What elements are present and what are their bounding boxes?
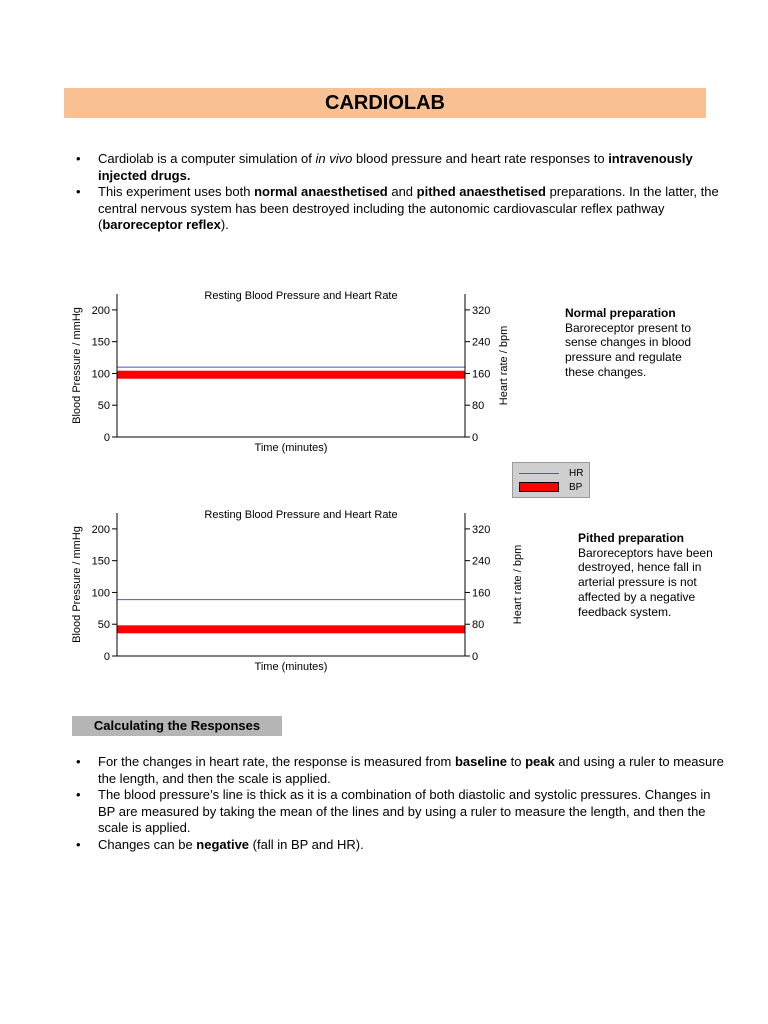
chart-title: Resting Blood Pressure and Heart Rate — [204, 509, 398, 521]
calc-b1-pre: For the changes in heart rate, the response is measured from — [98, 754, 455, 769]
intro-bullet-2 — [74, 184, 724, 234]
intro-b2-bold3: baroreceptor reflex — [102, 217, 221, 232]
calc-list — [74, 754, 724, 853]
legend-bp-swatch — [519, 482, 559, 492]
x-axis-label: Time (minutes) — [254, 661, 328, 673]
intro-b2-bold2: pithed anaesthetised — [416, 184, 546, 199]
intro-bullet-1 — [74, 151, 724, 184]
normal-note — [565, 306, 705, 380]
calc-b1-end: and using a ruler to measure the length, and then the scale is applied. — [98, 754, 724, 786]
tick-label-right: 160 — [472, 368, 491, 381]
intro-b1-text: Cardiolab is a computer simulation of — [98, 151, 316, 166]
tick-label-left: 50 — [97, 619, 110, 632]
intro-b2-pre: This experiment uses both — [98, 184, 255, 199]
page-title: CARDIOLAB — [64, 88, 706, 118]
tick-label-right: 240 — [472, 555, 491, 568]
series-bp-band — [117, 371, 465, 379]
legend-bp — [517, 481, 585, 495]
pithed-note-text: Baroreceptors have been destroyed, hence fall in arterial pressure is not affected by a negative feedback system. — [578, 545, 713, 619]
y-axis-label-right: Heart rate / bpm — [498, 325, 510, 406]
tick-label-left: 100 — [91, 368, 110, 381]
calc-heading: Calculating the Responses — [72, 716, 282, 736]
chart-normal-svg — [60, 284, 540, 464]
tick-label-right: 320 — [472, 523, 491, 536]
tick-label-left: 0 — [103, 432, 110, 444]
legend-bp-label: BP — [569, 482, 583, 493]
chart-title: Resting Blood Pressure and Heart Rate — [204, 290, 398, 302]
tick-label-right: 0 — [472, 651, 479, 663]
chart-pithed — [60, 503, 540, 683]
tick-label-right: 80 — [472, 400, 485, 413]
legend-hr — [517, 467, 585, 481]
tick-label-left: 200 — [91, 304, 110, 317]
tick-label-right: 240 — [472, 336, 491, 349]
intro-b2-bold1: normal anaesthetised — [254, 184, 388, 199]
calc-bullet-3 — [74, 837, 724, 854]
plot-area — [117, 294, 465, 437]
intro-b2-and: and — [387, 184, 417, 199]
tick-label-right: 320 — [472, 304, 491, 317]
y-axis-label-left: Blood Pressure / mmHg — [71, 307, 83, 424]
chart-legend — [512, 462, 590, 498]
tick-label-right: 0 — [472, 432, 479, 444]
chart-pithed-svg — [60, 503, 540, 683]
intro-b1-italic: in vivo — [315, 151, 353, 166]
calc-b1-bold2: peak — [525, 754, 555, 769]
calc-b1-to: to — [507, 754, 526, 769]
normal-note-text: Baroreceptor present to sense changes in blood pressure and regulate these changes. — [565, 320, 692, 379]
plot-area — [117, 513, 465, 656]
calc-b3-end: (fall in BP and HR). — [249, 836, 364, 852]
calc-b1-bold1: baseline — [454, 754, 507, 769]
y-axis-label-left: Blood Pressure / mmHg — [71, 526, 83, 643]
tick-label-left: 100 — [91, 587, 110, 600]
chart-normal — [60, 284, 540, 464]
series-bp-band — [117, 625, 465, 633]
pithed-note — [578, 531, 718, 619]
tick-label-left: 150 — [91, 336, 110, 349]
intro-b1-mid: blood pressure and heart rate responses to — [352, 151, 609, 166]
tick-label-right: 160 — [472, 587, 491, 600]
calc-bullet-1 — [74, 754, 724, 787]
x-axis-label: Time (minutes) — [254, 442, 328, 454]
calc-b3-pre: Changes can be — [98, 836, 197, 852]
legend-hr-swatch — [519, 473, 559, 474]
calc-b2: The blood pressure’s line is thick as it is a combination of both diastolic and systolic pressures. Changes in BP are measured by taking the mean of the lines and by using a ruler to measure the length, and then the scale is applied. — [98, 787, 711, 835]
tick-label-right: 80 — [472, 619, 485, 632]
intro-b2-mid: preparations. In the latter, the central nervous system has been destroyed including the autonomic cardiovascular reflex pathway ( — [98, 184, 719, 232]
calc-b3-bold: negative — [196, 836, 250, 852]
legend-hr-label: HR — [569, 468, 584, 479]
calc-bullet-2 — [74, 787, 724, 837]
tick-label-left: 0 — [103, 651, 110, 663]
intro-b2-end: ). — [220, 217, 229, 232]
normal-note-heading: Normal preparation — [565, 306, 676, 320]
y-axis-label-right: Heart rate / bpm — [512, 544, 524, 625]
tick-label-left: 50 — [97, 400, 110, 413]
tick-label-left: 200 — [91, 523, 110, 536]
intro-list — [74, 151, 724, 234]
intro-b1-bold: intravenously injected drugs. — [98, 151, 693, 183]
pithed-note-heading: Pithed preparation — [578, 531, 685, 545]
tick-label-left: 150 — [91, 555, 110, 568]
